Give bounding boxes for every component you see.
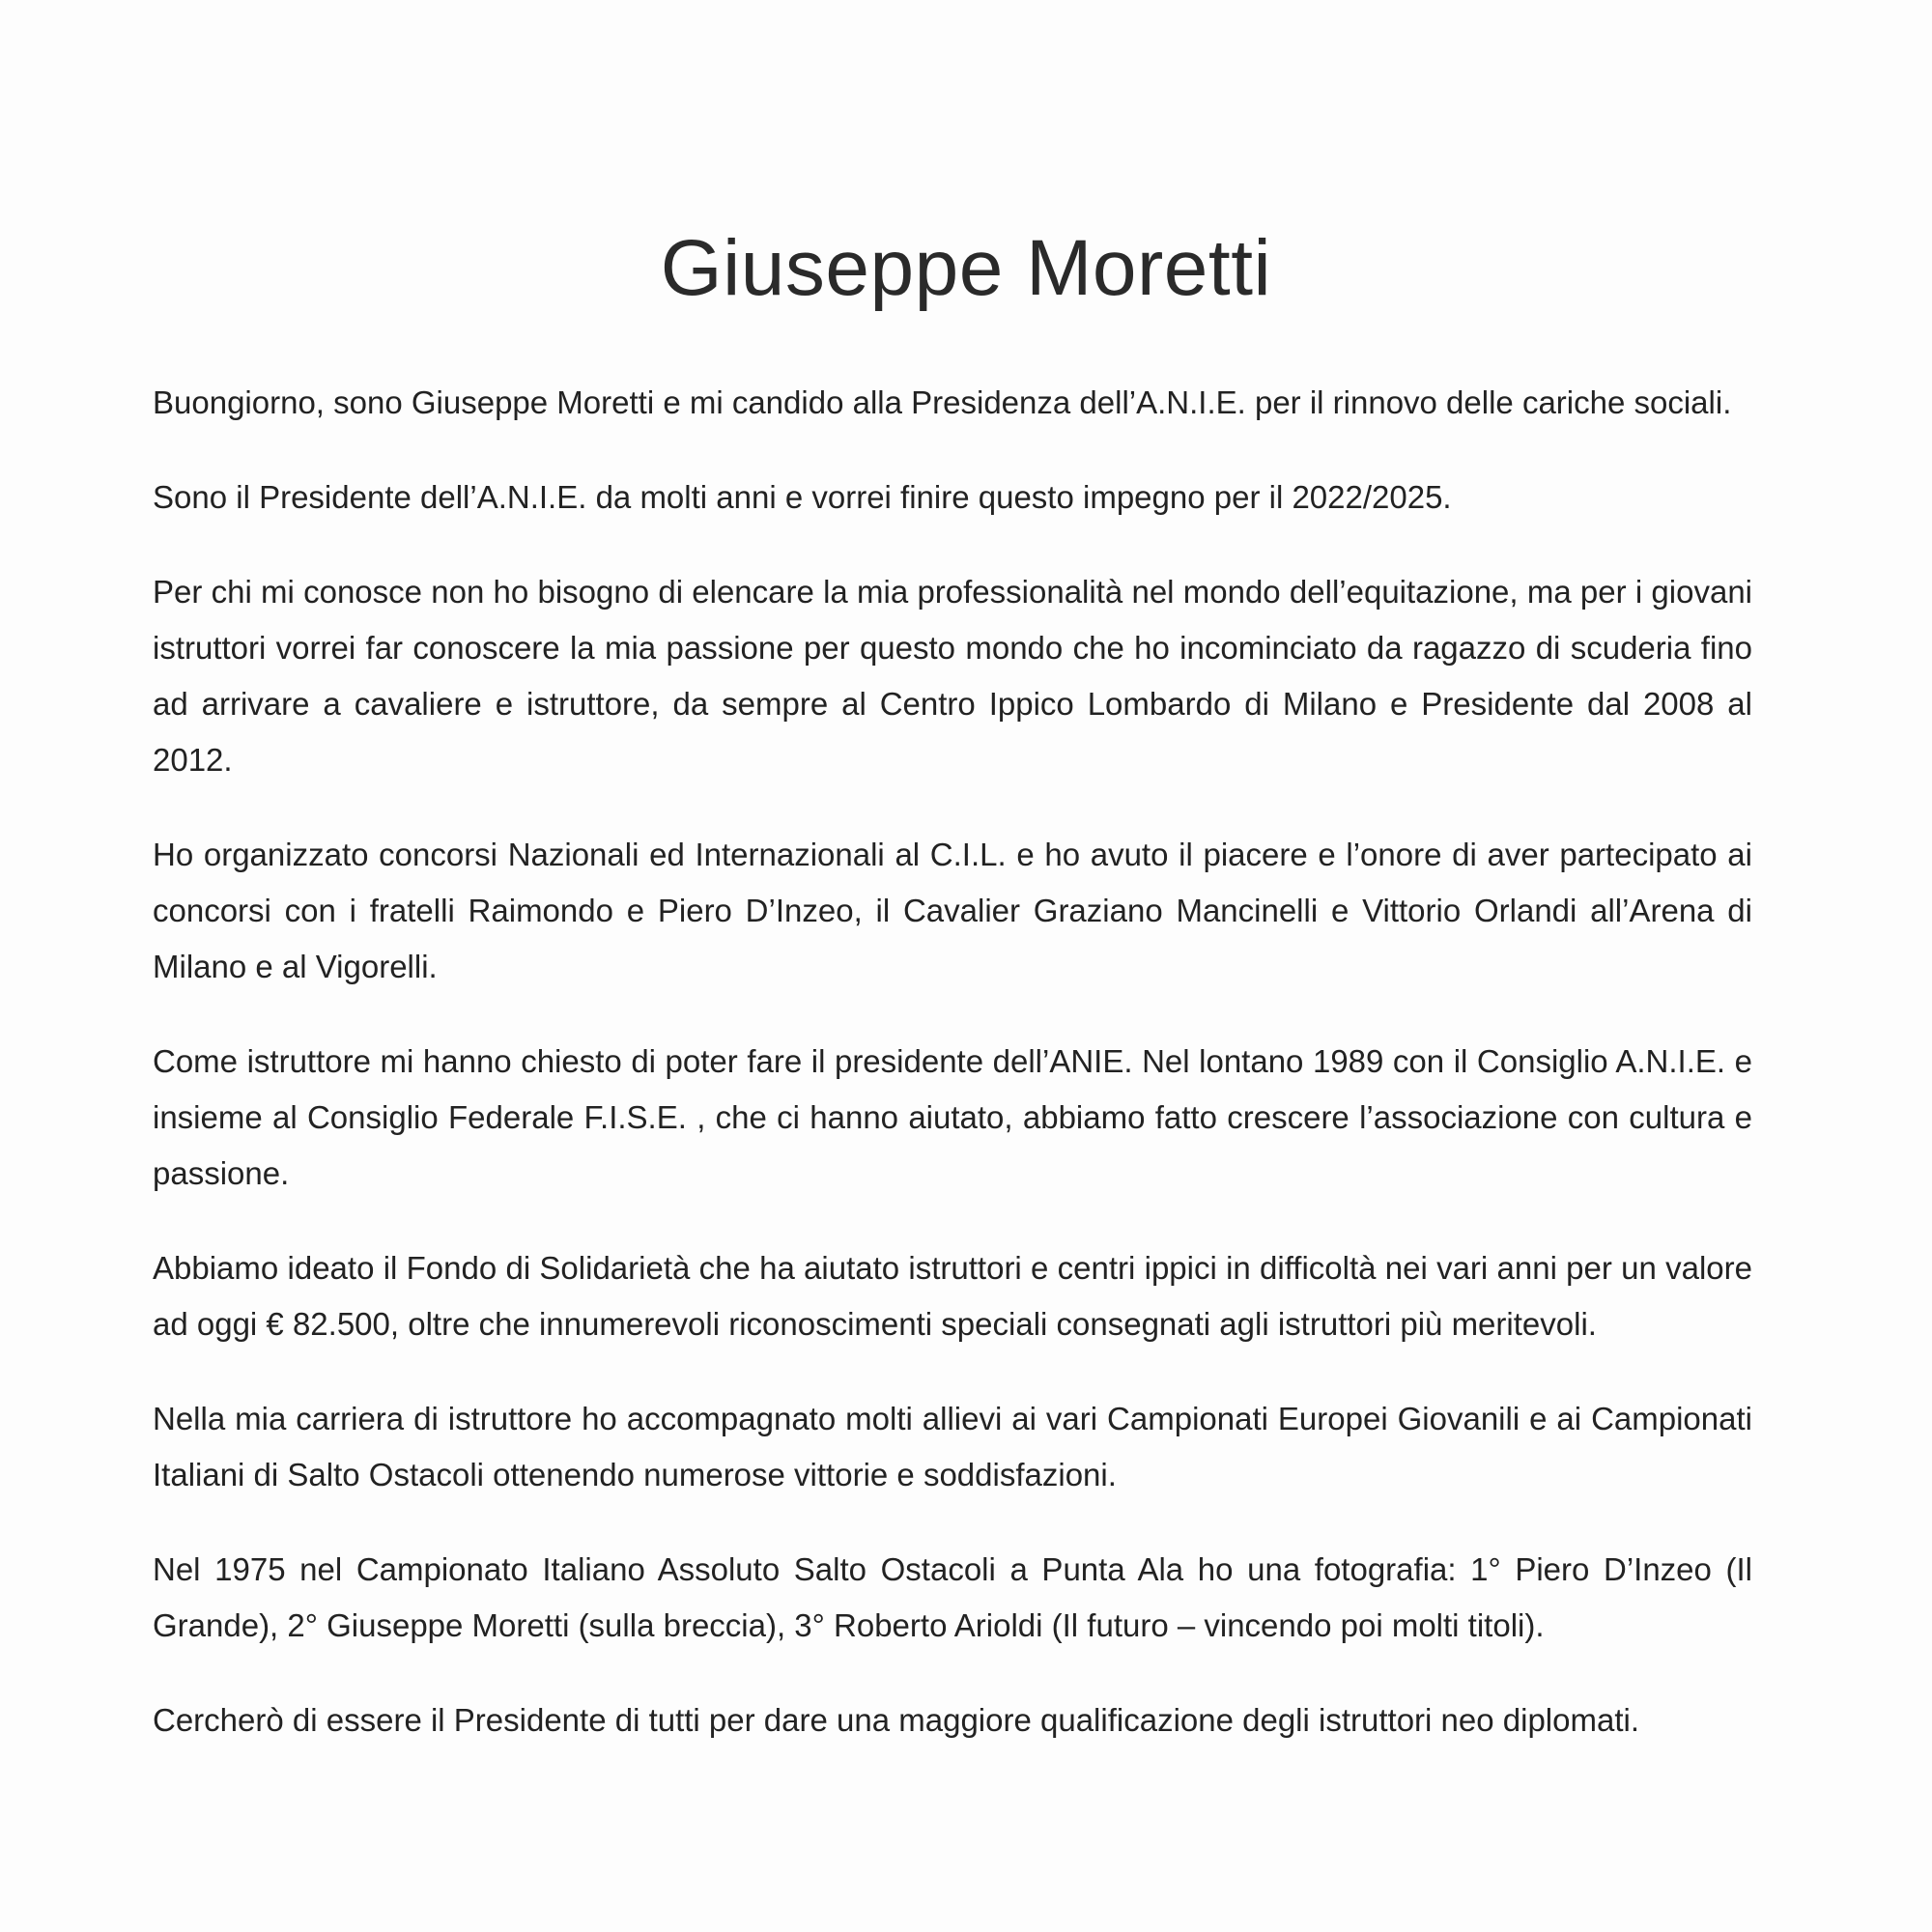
paragraph-career: Nella mia carriera di istruttore ho accompagnato molti allievi ai vari Campionati Europei Giovanili e ai Campionati Italiani di Salto Ostacoli ottenendo numerose vittorie e soddisfazioni. (153, 1401, 1752, 1492)
document-body (153, 375, 1752, 1787)
paragraph-intro: Buongiorno, sono Giuseppe Moretti e mi candido alla Presidenza dell’A.N.I.E. per il rinnovo delle cariche sociali. (153, 384, 1732, 420)
paragraph-instructor: Come istruttore mi hanno chiesto di poter fare il presidente dell’ANIE. Nel lontano 1989 con il Consiglio A.N.I.E. e insieme al Consiglio Federale F.I.S.E. , che ci hanno aiutato, abbiamo fatto crescere l’associazione con cultura e passione. (153, 1043, 1752, 1191)
paragraph-solidarity-fund: Abbiamo ideato il Fondo di Solidarietà che ha aiutato istruttori e centri ippici in difficoltà nei vari anni per un valore ad oggi € 82.500, oltre che innumerevoli riconoscimenti speciali consegnati agli istruttori più meritevoli. (153, 1250, 1752, 1342)
paragraph-background: Per chi mi conosce non ho bisogno di elencare la mia professionalità nel mondo dell’equitazione, ma per i giovani istruttori vorrei far conoscere la mia passione per questo mondo che ho incominciato da ragazzo di scuderia fino ad arrivare a cavaliere e istruttore, da sempre al Centro Ippico Lombardo di Milano e Presidente dal 2008 al 2012. (153, 574, 1752, 778)
paragraph-competitions: Ho organizzato concorsi Nazionali ed Internazionali al C.I.L. e ho avuto il piacere e l’onore di aver partecipato ai concorsi con i fratelli Raimondo e Piero D’Inzeo, il Cavalier Graziano Mancinelli e Vittorio Orlandi all’Arena di Milano e al Vigorelli. (153, 837, 1752, 984)
document-title: Giuseppe Moretti (660, 224, 1272, 312)
paragraph-presidency: Sono il Presidente dell’A.N.I.E. da molti anni e vorrei finire questo impegno per il 2022/2025. (153, 479, 1452, 515)
paragraph-1975-championship: Nel 1975 nel Campionato Italiano Assoluto Salto Ostacoli a Punta Ala ho una fotografia: 1° Piero D’Inzeo (Il Grande), 2° Giuseppe Moretti (sulla breccia), 3° Roberto Arioldi (Il futuro – vincendo poi molti titoli). (153, 1551, 1752, 1643)
paragraph-closing: Cercherò di essere il Presidente di tutti per dare una maggiore qualificazione degli istruttori neo diplomati. (153, 1702, 1639, 1738)
